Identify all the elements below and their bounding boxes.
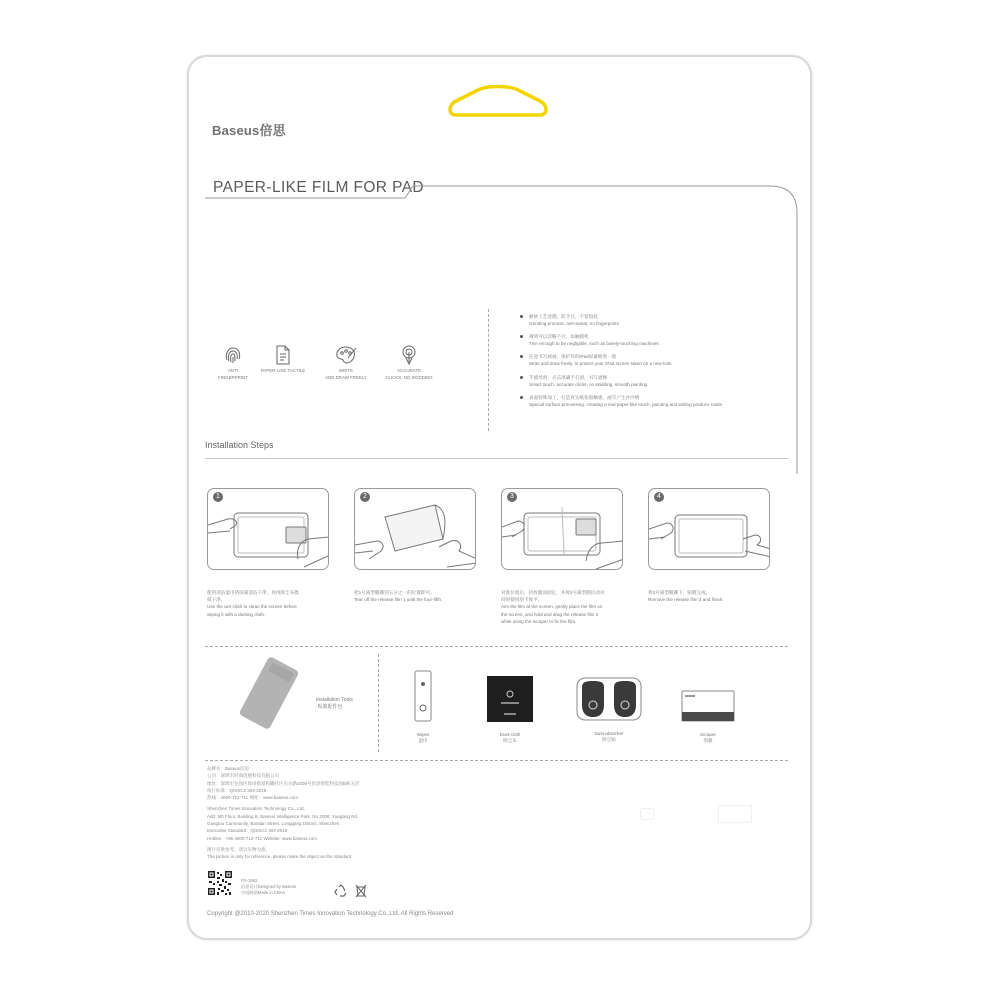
step-4-illustration [648, 488, 770, 570]
step-2-illustration [354, 488, 476, 570]
apply-film-icon [502, 489, 623, 570]
tools-top-divider [205, 646, 788, 647]
tool-wipes: Wipes 湿巾 [408, 670, 438, 744]
step-number: 4 [654, 492, 664, 502]
touch-icon [398, 344, 420, 366]
bullet-item: 表面特殊加工，打造真实纸张般触感，画写产生沙沙响 Special surface processing, creating a real paper-like touch, painting and writing produce rustle [520, 394, 780, 408]
wipes-icon [414, 670, 432, 722]
step-3-illustration [501, 488, 623, 570]
bullet-item: 磨砂工艺处理，防手汗，不留指纹 Grinding process, anti-sweat, no fingerprints [520, 313, 780, 327]
feature-icons [202, 344, 447, 388]
tool-dust-absorber: Dust-absorber 除尘贴 [576, 677, 642, 743]
step-number: 1 [213, 492, 223, 502]
installation-steps-title: Installation Steps [205, 440, 274, 450]
feature-accurate-clicks: ACCURATE CLICKS, NO SKIDDING [378, 344, 440, 381]
brand-logo: Baseus倍思 [212, 123, 286, 138]
steps-divider [205, 458, 788, 459]
palette-icon [334, 344, 358, 366]
feature-anti-fingerprint: ANTI FINGERPRINT [202, 344, 264, 381]
step-1-text: 使用清洁湿巾将屏幕清洁干净，再用除尘布擦 拭干净。 Use the wet cloth to clean the screen before wiping it with a dusting cloth. [207, 590, 299, 617]
crossed-bin-icon [355, 884, 367, 898]
hang-hole-icon [446, 83, 550, 119]
recycle-icon [334, 884, 348, 898]
copyright-text: Copyright @2010-2020 Shenzhen Times Innovation Technology Co.,Ltd. All Rights Reserved [207, 911, 454, 917]
tools-vertical-divider [378, 654, 379, 752]
step-4-text: 将3号离型膜撕下，贴膜完成。 Remove the release film 3 and finish. [648, 590, 724, 603]
document-icon [272, 344, 294, 366]
installation-tools-label: Installation Tools ·贴膜配件包 [316, 697, 353, 710]
dust-absorber-icon [576, 677, 642, 721]
tool-scraper: Scraper 刮板 [681, 690, 735, 744]
step-3-text: 对准位置后，轻放膜面固定，并将2号离型膜拉动并 同时使用刮卡推平。 Aim the film at the screen, gently place the film on the screen, and hold and drag the release film 2 while using the scraper to fix the film. [501, 590, 605, 624]
product-code-note: PX-1982 倍思设计Designed by Baseus 中国制造Made in China [241, 878, 297, 896]
feature-divider [488, 309, 489, 431]
product-title: PAPER-LIKE FILM FOR PAD [213, 179, 425, 196]
tool-dust-cloth: Dust-cloth 除尘布 [487, 676, 533, 744]
hand-cleaning-icon [208, 489, 329, 570]
faint-mark [718, 805, 752, 823]
feature-paper-like: PAPER-LIKE TACTILE [252, 344, 314, 375]
finish-film-icon [649, 489, 770, 570]
peel-film-icon [355, 489, 476, 570]
tools-bottom-divider [205, 760, 788, 761]
company-info: 品牌名：Baseus倍思 公司：深圳市时商创展科技有限公司 地址：深圳市龙岗区坂田街道和磡社区贝尔路2008号倍思智能科技园B栋五层 执行标准：Q/SSC2 304-2019 热线：4000-712-711 网址：www.baseus.com Shenzhen Times Innovation Technology Co., Ltd. Add: 5th Floor, Building B, Baseus Intelligence Park, No.2008, Xuegang Rd, Gangtou Community, Bantian Street, Longgang District, Shenzhen Executive Standard：Q/SSC2 304-2019 Hotline：+86 4000-712-711 Website: www.baseus.com 图片仅供参考，请以实物为准。 The picture is only for reference, please make the object as the standard. [207, 766, 360, 860]
bullet-item: 薄到可以忽略不计，如触摸机 Thin enough to be negligible, such as barely-touching machines [520, 333, 780, 347]
faint-mark [640, 808, 654, 820]
scraper-icon [681, 690, 735, 722]
installation-tools-pack-icon [236, 654, 308, 734]
feature-write-draw: WRITE AND DRAW FREELY [315, 344, 377, 381]
bullet-item: 手感丝滑，点击准确不打滑，书写流畅 Smart touch, accurate clicks, no skidding, smooth painting [520, 374, 780, 388]
step-number: 3 [507, 492, 517, 502]
fingerprint-icon [222, 344, 244, 366]
dust-cloth-icon [487, 676, 533, 722]
step-2-text: 把1号离型膜撕到五分之一的位置即可。 Tear off the release film 1 until the four-fifth. [354, 590, 443, 603]
bullet-item: 任意书写画画，保护你的iPad屏幕焕然一新 Write and draw freely, to protect your iPad screen taken on a new look [520, 353, 780, 367]
qr-code-icon [207, 870, 233, 896]
step-number: 2 [360, 492, 370, 502]
step-1-illustration [207, 488, 329, 570]
feature-bullets [520, 313, 780, 414]
